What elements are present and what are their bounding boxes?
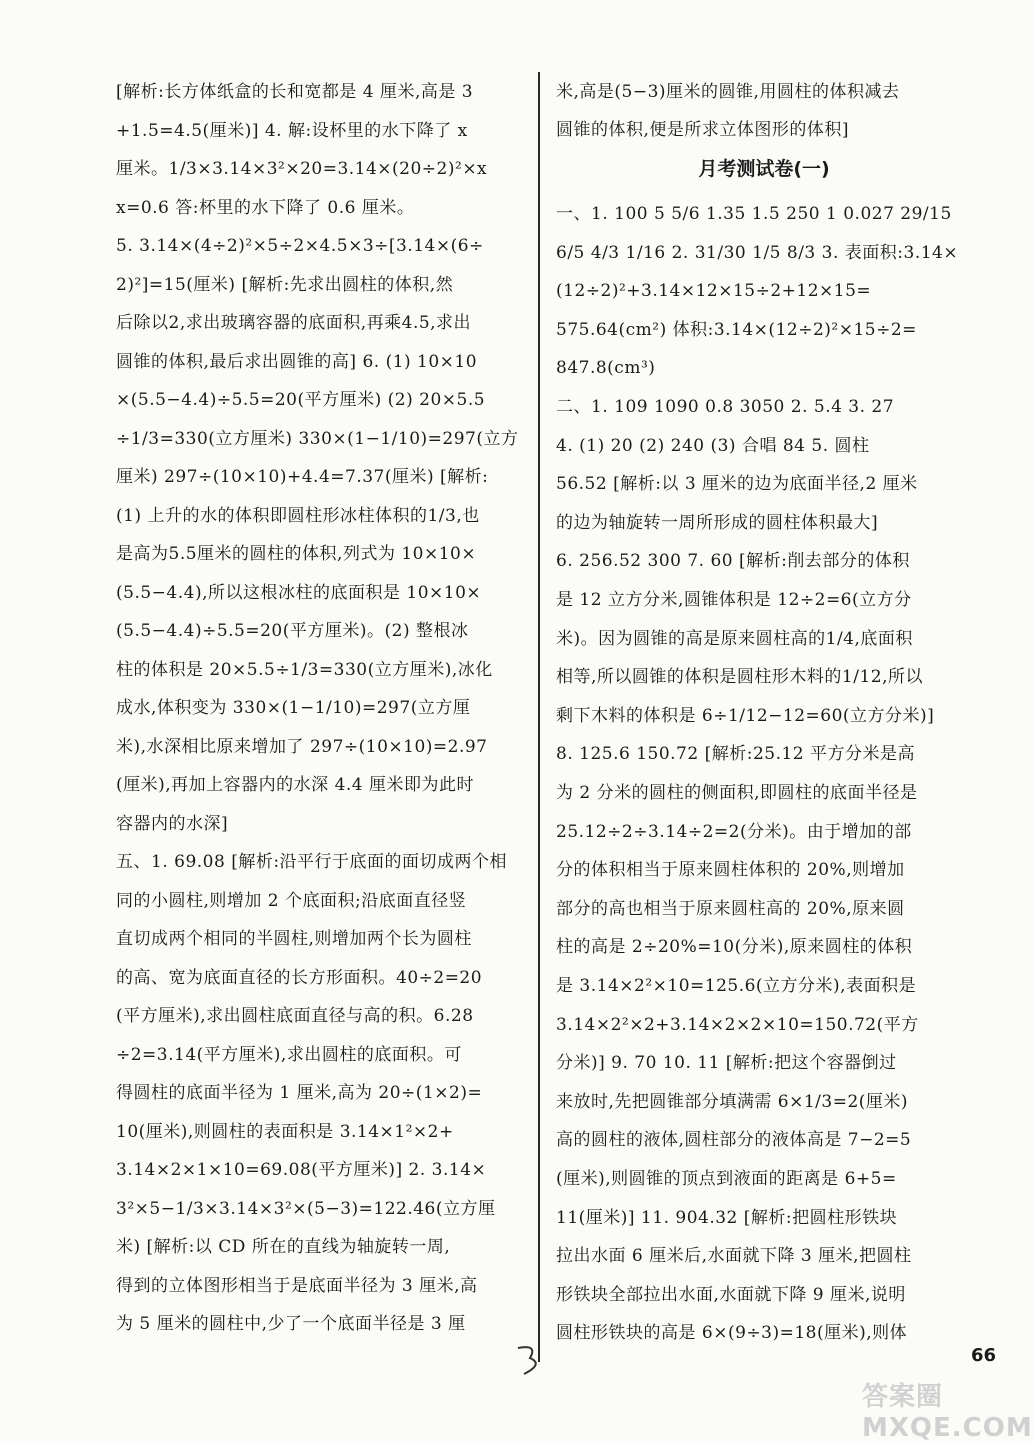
text-line: 8. 125.6 150.72 [解析:25.12 平方分米是高 bbox=[556, 744, 916, 765]
text-line: 得到的立体图形相当于是底面半径为 3 厘米,高 bbox=[116, 1275, 478, 1296]
text-line: x=0.6 答:杯里的水下降了 0.6 厘米。 bbox=[116, 197, 415, 218]
text-line: 成水,体积变为 330×(1−1/10)=297(立方厘 bbox=[116, 698, 471, 718]
text-line: 25.12÷2÷3.14÷2=2(分米)。由于增加的部 bbox=[556, 821, 912, 842]
text-line: 分的体积相当于原来圆柱体积的 20%,则增加 bbox=[556, 860, 905, 881]
text-line: 剩下木料的体积是 6÷1/12−12=60(立方分米)] bbox=[556, 705, 935, 726]
text-line: 米) [解析:以 CD 所在的直线为轴旋转一周, bbox=[116, 1237, 451, 1257]
text-line: (平方厘米),求出圆柱底面直径与高的积。6.28 bbox=[116, 1006, 474, 1026]
watermark: 答案圈 MXQE.COM bbox=[862, 1382, 1033, 1443]
text-line: 拉出水面 6 厘米后,水面就下降 3 厘米,把圆柱 bbox=[556, 1246, 912, 1267]
column-divider bbox=[538, 72, 540, 1362]
text-line: 4. (1) 20 (2) 240 (3) 合唱 84 5. 圆柱 bbox=[556, 435, 870, 456]
text-line: 3.14×2²×2+3.14×2×2×10=150.72(平方 bbox=[556, 1014, 919, 1035]
text-line: 来放时,先把圆锥部分填满需 6×1/3=2(厘米) bbox=[556, 1091, 909, 1112]
text-line: (12÷2)²+3.14×12×15÷2+12×15= bbox=[556, 281, 872, 302]
text-line: 柱的高是 2÷20%=10(分米),原来圆柱的体积 bbox=[556, 937, 913, 958]
text-line: 是高为5.5厘米的圆柱的体积,列式为 10×10× bbox=[116, 544, 477, 564]
text-line: +1.5=4.5(厘米)] 4. 解:设杯里的水下降了 x bbox=[116, 120, 468, 141]
text-line: 的高、宽为底面直径的长方形面积。40÷2=20 bbox=[116, 967, 483, 988]
text-line: 为 2 分米的圆柱的侧面积,即圆柱的底面半径是 bbox=[556, 783, 918, 803]
text-line: 圆锥的体积,最后求出圆锥的高] 6. (1) 10×10 bbox=[116, 351, 478, 372]
text-line: 米),水深相比原来增加了 297÷(10×10)=2.97 bbox=[116, 736, 488, 757]
text-line: 得圆柱的底面半径为 1 厘米,高为 20÷(1×2)= bbox=[116, 1083, 483, 1103]
text-line: (1) 上升的水的体积即圆柱形冰柱体积的1/3,也 bbox=[116, 505, 480, 526]
text-line: 3.14×2×1×10=69.08(平方厘米)] 2. 3.14× bbox=[116, 1160, 487, 1180]
text-line: 同的小圆柱,则增加 2 个底面积;沿底面直径竖 bbox=[116, 890, 467, 911]
text-line: 高的圆柱的液体,圆柱部分的液体高是 7−2=5 bbox=[556, 1130, 912, 1151]
text-line: 二、1. 109 1090 0.8 3050 2. 5.4 3. 27 bbox=[556, 397, 895, 417]
text-line: 一、1. 100 5 5/6 1.35 1.5 250 1 0.027 29/15 bbox=[556, 204, 952, 224]
text-line: 容器内的水深] bbox=[116, 813, 229, 834]
text-line: ÷2=3.14(平方厘米),求出圆柱的底面积。可 bbox=[116, 1044, 462, 1065]
page-number: 66 bbox=[970, 1345, 996, 1366]
text-line: 米)。因为圆锥的高是原来圆柱高的1/4,底面积 bbox=[556, 628, 913, 649]
text-line: 部分的高也相当于原来圆柱高的 20%,原来圆 bbox=[556, 898, 905, 919]
text-line: 厘米) 297÷(10×10)+4.4=7.37(厘米) [解析: bbox=[116, 467, 489, 487]
text-line: 相等,所以圆锥的体积是圆柱形木料的1/12,所以 bbox=[556, 667, 923, 688]
text-line: 11(厘米)] 11. 904.32 [解析:把圆柱形铁块 bbox=[556, 1207, 898, 1228]
text-line: 2)²]=15(厘米) [解析:先求出圆柱的体积,然 bbox=[116, 274, 454, 295]
text-line: 847.8(cm³) bbox=[556, 358, 656, 379]
text-line: 575.64(cm²) 体积:3.14×(12÷2)²×15÷2= bbox=[556, 319, 917, 340]
text-line: 10(厘米),则圆柱的表面积是 3.14×1²×2+ bbox=[116, 1121, 454, 1142]
text-line: 形铁块全部拉出水面,水面就下降 9 厘米,说明 bbox=[556, 1284, 906, 1305]
text-line: (厘米),再加上容器内的水深 4.4 厘米即为此时 bbox=[116, 775, 475, 795]
text-line: 圆柱形铁块的高是 6×(9÷3)=18(厘米),则体 bbox=[556, 1323, 908, 1344]
text-line: (厘米),则圆锥的顶点到液面的距离是 6+5= bbox=[556, 1169, 897, 1189]
text-line: 五、1. 69.08 [解析:沿平行于底面的面切成两个相 bbox=[116, 852, 508, 872]
text-line: 是 12 立方分米,圆锥体积是 12÷2=6(立方分 bbox=[556, 590, 912, 610]
text-line: 6. 256.52 300 7. 60 [解析:削去部分的体积 bbox=[556, 551, 910, 572]
text-line: [解析:长方体纸盒的长和宽都是 4 厘米,高是 3 bbox=[116, 82, 474, 102]
text-line: 是 3.14×2²×10=125.6(立方分米),表面积是 bbox=[556, 976, 917, 996]
text-line: 56.52 [解析:以 3 厘米的边为底面半径,2 厘米 bbox=[556, 474, 918, 495]
text-line: 直切成两个相同的半圆柱,则增加两个长为圆柱 bbox=[116, 929, 472, 949]
text-line: (5.5−4.4),所以这根冰柱的底面积是 10×10× bbox=[116, 582, 482, 603]
text-line: 分米)] 9. 70 10. 11 [解析:把这个容器倒过 bbox=[556, 1053, 897, 1074]
text-line: 6/5 4/3 1/16 2. 31/30 1/5 8/3 3. 表面积:3.14× bbox=[556, 242, 959, 263]
text-line: 米,高是(5−3)厘米的圆锥,用圆柱的体积减去 bbox=[556, 82, 900, 102]
text-line: 柱的体积是 20×5.5÷1/3=330(立方厘米),冰化 bbox=[116, 659, 493, 680]
text-line: 后除以2,求出玻璃容器的底面积,再乘4.5,求出 bbox=[116, 313, 472, 333]
text-line: ×(5.5−4.4)÷5.5=20(平方厘米) (2) 20×5.5 bbox=[116, 390, 486, 410]
text-line: (5.5−4.4)÷5.5=20(平方厘米)。(2) 整根冰 bbox=[116, 621, 469, 641]
handwritten-mark bbox=[510, 1340, 550, 1380]
text-line: ÷1/3=330(立方厘米) 330×(1−1/10)=297(立方 bbox=[116, 428, 519, 449]
text-line: 圆锥的体积,便是所求立体图形的体积] bbox=[556, 120, 850, 140]
text-line: 的边为轴旋转一周所形成的圆柱体积最大] bbox=[556, 512, 879, 533]
section-heading: 月考测试卷(一) bbox=[698, 158, 830, 180]
text-line: 为 5 厘米的圆柱中,少了一个底面半径是 3 厘 bbox=[116, 1314, 466, 1334]
text-line: 厘米。1/3×3.14×3²×20=3.14×(20÷2)²×x bbox=[116, 159, 488, 179]
text-line: 3²×5−1/3×3.14×3²×(5−3)=122.46(立方厘 bbox=[116, 1198, 496, 1219]
text-line: 5. 3.14×(4÷2)²×5÷2×4.5×3÷[3.14×(6÷ bbox=[116, 236, 484, 256]
